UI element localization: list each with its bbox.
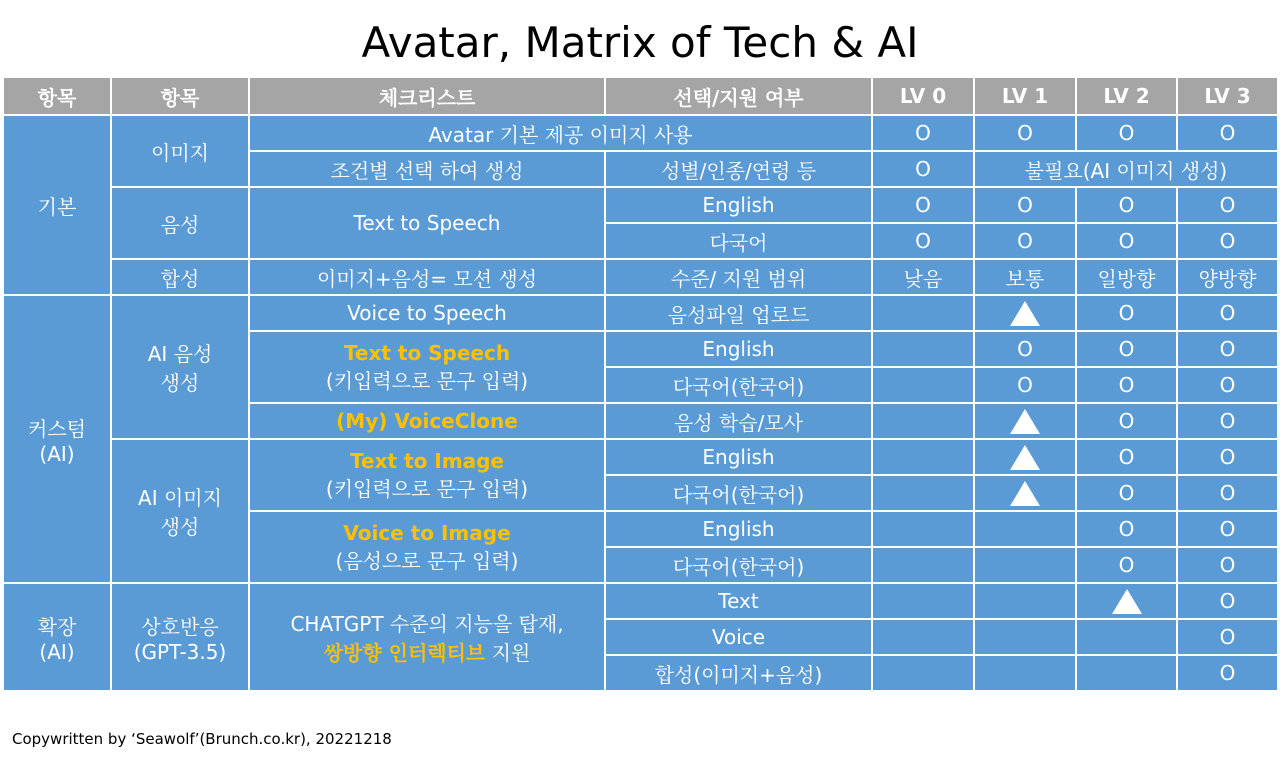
header-subcategory: 항목 [111, 77, 249, 115]
checklist-item: Voice to Speech [249, 295, 605, 331]
level-normal: 보통 [974, 259, 1076, 295]
checklist-highlight: (My) VoiceClone [336, 409, 518, 433]
support-item: 합성(이미지+음성) [605, 655, 872, 691]
empty-cell [872, 295, 974, 331]
support-item: 음성파일 업로드 [605, 295, 872, 331]
mark-o: O [1076, 367, 1177, 403]
not-needed-note: 불필요(AI 이미지 생성) [974, 151, 1278, 187]
support-item: 다국어(한국어) [605, 547, 872, 583]
mark-o: O [1076, 115, 1177, 151]
mark-o: O [1076, 331, 1177, 367]
triangle-icon [1010, 445, 1040, 470]
triangle-icon [1010, 481, 1040, 506]
checklist-highlight: Voice to Image [343, 520, 511, 545]
support-item: English [605, 187, 872, 223]
subcategory-interaction-line2: (GPT-3.5) [133, 639, 227, 664]
checklist-item [249, 511, 605, 583]
checklist-item [249, 583, 605, 691]
checklist-item [249, 331, 605, 403]
mark-o: O [1076, 547, 1177, 583]
empty-cell [1076, 655, 1177, 691]
mark-o: O [974, 223, 1076, 259]
category-basic: 기본 [3, 115, 111, 295]
category-custom-line1: 커스텀 [28, 416, 86, 441]
header-row [3, 77, 1278, 115]
support-item: 다국어(한국어) [605, 367, 872, 403]
mark-o: O [1076, 295, 1177, 331]
empty-cell [1076, 619, 1177, 655]
subcategory-ai-voice-line1: AI 음성 [147, 342, 213, 366]
table-row [3, 295, 1278, 331]
level-twoway: 양방향 [1177, 259, 1278, 295]
empty-cell [974, 547, 1076, 583]
support-item: 음성 학습/모사 [605, 403, 872, 439]
header-checklist: 체크리스트 [249, 77, 605, 115]
support-item: English [605, 511, 872, 547]
mark-triangle [974, 403, 1076, 439]
empty-cell [872, 655, 974, 691]
subcategory-interaction [111, 583, 249, 691]
support-item: Text [605, 583, 872, 619]
mark-o: O [1076, 439, 1177, 475]
checklist-item: Text to Speech [249, 187, 605, 259]
table-row [3, 187, 1278, 223]
category-extension-line1: 확장 [37, 614, 77, 639]
mark-o: O [1076, 511, 1177, 547]
mark-o: O [1177, 331, 1278, 367]
mark-o: O [1177, 115, 1278, 151]
empty-cell [974, 511, 1076, 547]
checklist-item [249, 439, 605, 511]
table-row [3, 259, 1278, 295]
level-oneway: 일방향 [1076, 259, 1177, 295]
support-item: 다국어 [605, 223, 872, 259]
empty-cell [974, 619, 1076, 655]
mark-o: O [872, 223, 974, 259]
table-row [3, 115, 1278, 151]
triangle-icon [1112, 589, 1142, 614]
mark-o: O [974, 367, 1076, 403]
mark-o: O [872, 151, 974, 187]
subcategory-ai-image-line2: 생성 [160, 515, 200, 539]
mark-o: O [1177, 583, 1278, 619]
header-lv1: LV 1 [974, 77, 1076, 115]
mark-triangle [974, 439, 1076, 475]
checklist-highlight: 쌍방향 인터렉티브 [323, 641, 486, 665]
empty-cell [872, 331, 974, 367]
checklist-subtext: (키입력으로 문구 입력) [325, 368, 529, 393]
empty-cell [872, 403, 974, 439]
checklist-text: CHATGPT 수준의 지능을 탑재, [290, 612, 564, 636]
subcategory-ai-image [111, 439, 249, 583]
header-support: 선택/지원 여부 [605, 77, 872, 115]
mark-o: O [1177, 223, 1278, 259]
header-lv0: LV 0 [872, 77, 974, 115]
empty-cell [974, 583, 1076, 619]
subcategory-interaction-line1: 상호반응 [141, 614, 219, 639]
empty-cell [872, 475, 974, 511]
checklist-tail: 지원 [485, 641, 531, 665]
support-item: 수준/ 지원 범위 [605, 259, 872, 295]
mark-o: O [1076, 187, 1177, 223]
checklist-item: 조건별 선택 하여 생성 [249, 151, 605, 187]
support-item: Voice [605, 619, 872, 655]
mark-o: O [974, 331, 1076, 367]
mark-o: O [1177, 547, 1278, 583]
support-item: English [605, 331, 872, 367]
category-extension-line2: (AI) [39, 639, 75, 664]
checklist-subtext: (키입력으로 문구 입력) [325, 476, 529, 501]
mark-o: O [872, 187, 974, 223]
subcategory-image: 이미지 [111, 115, 249, 187]
subcategory-synth: 합성 [111, 259, 249, 295]
level-low: 낮음 [872, 259, 974, 295]
checklist-item [249, 403, 605, 439]
checklist-highlight: Text to Speech [343, 340, 511, 365]
mark-o: O [1177, 187, 1278, 223]
matrix-table [2, 76, 1279, 692]
subcategory-ai-image-line1: AI 이미지 [138, 486, 222, 510]
mark-o: O [1177, 475, 1278, 511]
mark-o: O [1177, 367, 1278, 403]
category-extension [3, 583, 111, 691]
empty-cell [872, 583, 974, 619]
subcategory-ai-voice-line2: 생성 [160, 371, 200, 395]
mark-o: O [1177, 403, 1278, 439]
checklist-item: 이미지+음성= 모션 생성 [249, 259, 605, 295]
empty-cell [872, 547, 974, 583]
category-custom-line2: (AI) [39, 441, 75, 466]
mark-o: O [974, 115, 1076, 151]
page-title: Avatar, Matrix of Tech & AI [361, 18, 919, 67]
empty-cell [974, 655, 1076, 691]
subcategory-voice: 음성 [111, 187, 249, 259]
mark-o: O [1076, 403, 1177, 439]
support-item: 다국어(한국어) [605, 475, 872, 511]
mark-o: O [1076, 223, 1177, 259]
subcategory-ai-voice [111, 295, 249, 439]
checklist-subtext: (음성으로 문구 입력) [335, 548, 519, 573]
header-lv2: LV 2 [1076, 77, 1177, 115]
mark-o: O [1177, 295, 1278, 331]
mark-o: O [1177, 655, 1278, 691]
empty-cell [872, 439, 974, 475]
support-item: English [605, 439, 872, 475]
mark-triangle [974, 295, 1076, 331]
mark-triangle [974, 475, 1076, 511]
checklist-highlight: Text to Image [350, 448, 504, 473]
table-row [3, 583, 1278, 619]
header-category: 항목 [3, 77, 111, 115]
mark-o: O [1177, 439, 1278, 475]
empty-cell [872, 511, 974, 547]
triangle-icon [1010, 301, 1040, 326]
mark-o: O [974, 187, 1076, 223]
empty-cell [872, 619, 974, 655]
mark-triangle [1076, 583, 1177, 619]
mark-o: O [872, 115, 974, 151]
table-row [3, 439, 1278, 475]
header-lv3: LV 3 [1177, 77, 1278, 115]
mark-o: O [1076, 475, 1177, 511]
empty-cell [872, 367, 974, 403]
category-custom [3, 295, 111, 583]
checklist-item: Avatar 기본 제공 이미지 사용 [249, 115, 872, 151]
triangle-icon [1010, 409, 1040, 434]
support-item: 성별/인종/연령 등 [605, 151, 872, 187]
mark-o: O [1177, 511, 1278, 547]
copyright-footer: Copywritten by ‘Seawolf’(Brunch.co.kr), 20221218 [12, 730, 392, 748]
mark-o: O [1177, 619, 1278, 655]
